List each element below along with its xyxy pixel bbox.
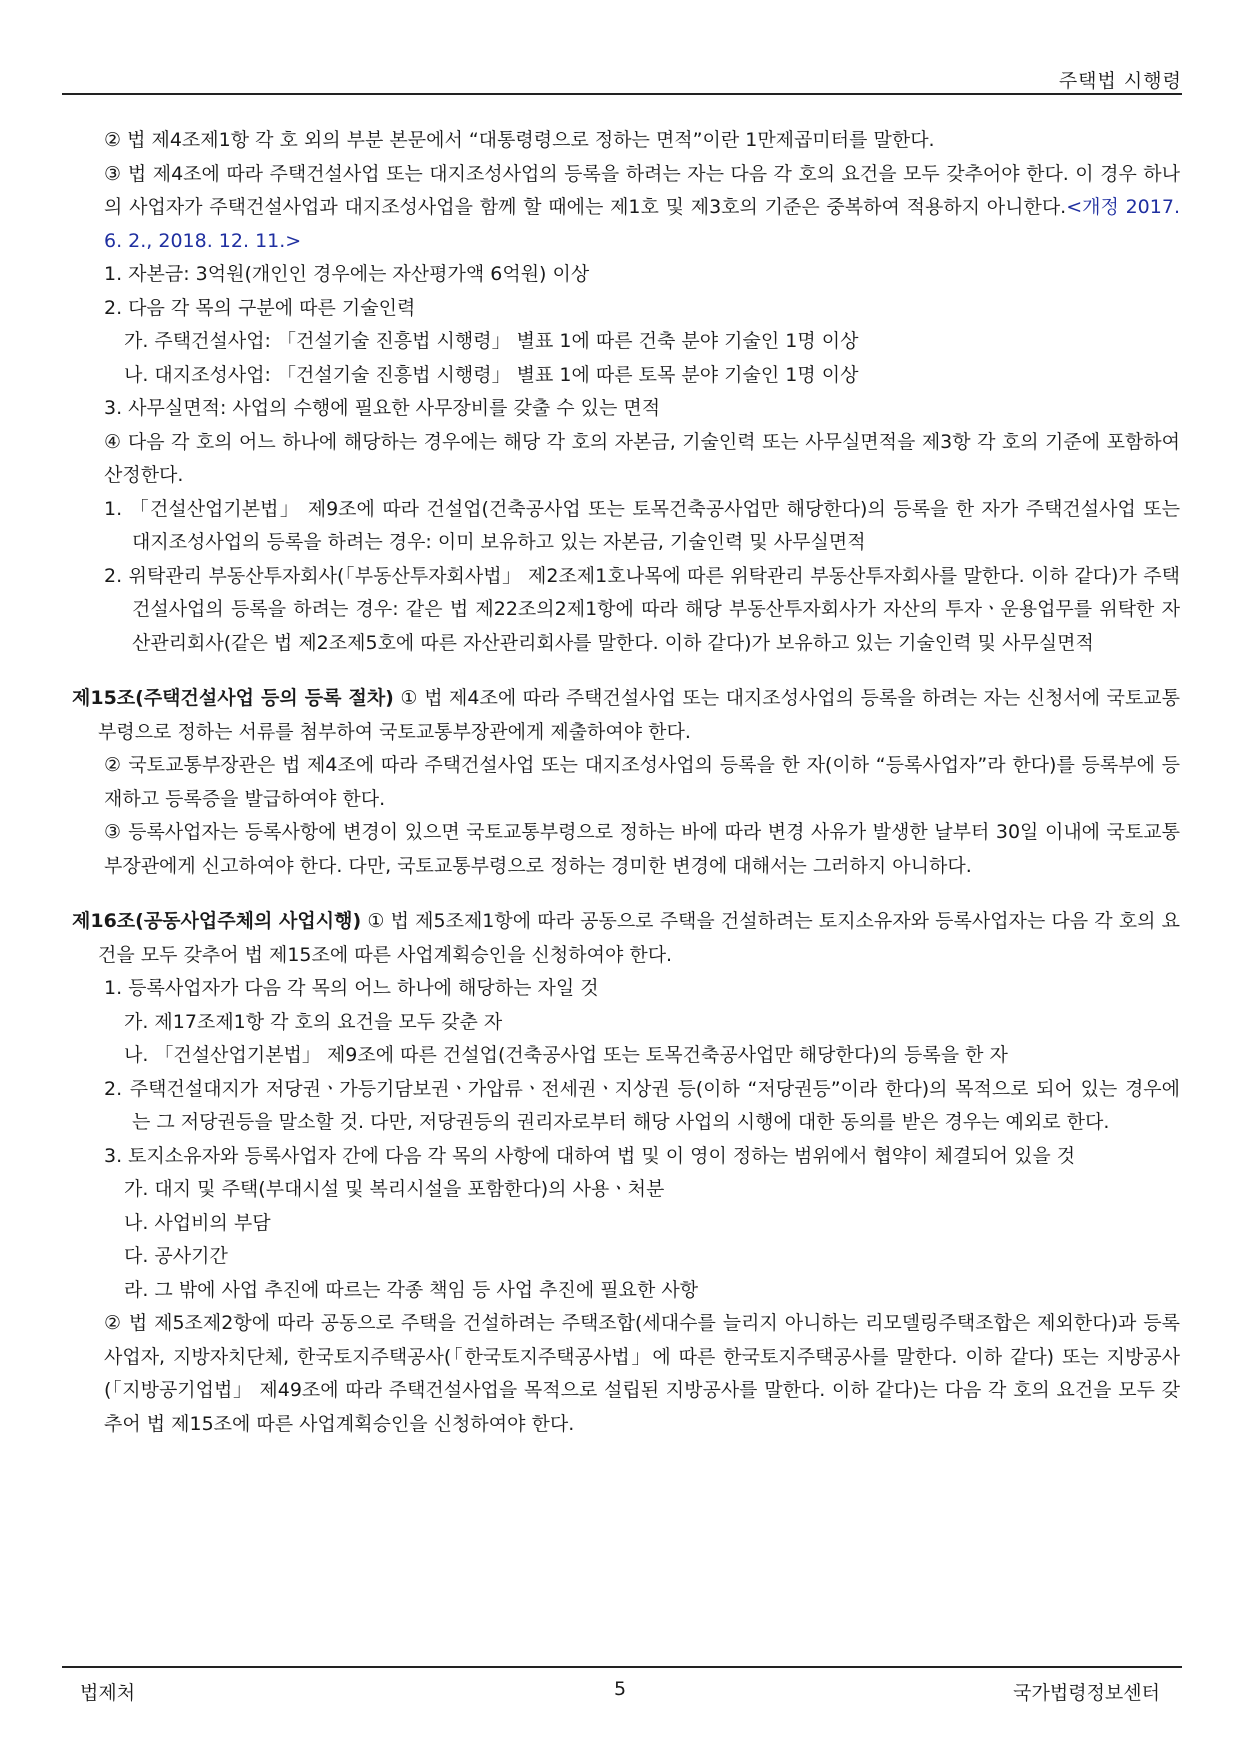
a16-item-3-ra: 라. 그 밖에 사업 추진에 따르는 각종 책임 등 사업 추진에 필요한 사항: [124, 1278, 699, 1301]
header-title: 주택법 시행령: [1058, 70, 1182, 92]
a14-p4-item-1: 1. 「건설산업기본법」 제9조에 따라 건설업(건축공사업 또는 토목건축공사업만 해당한다)의 등록을 한 자가 주택건설사업 또는 대지조성사업의 등록을 하려는 경우: 이미 보유하고 있는 자본금, 기술인력 및 사무실면적: [104, 497, 1180, 553]
a15-paragraph-3: ③ 등록사업자는 등록사항에 변경이 있으면 국토교통부령으로 정하는 바에 따라 변경 사유가 발생한 날부터 30일 이내에 국토교통부장관에게 신고하여야 한다. 다만, 국토교통부령으로 정하는 경미한 변경에 대해서는 그러하지 아니하다.: [104, 821, 1180, 877]
amendment-note[interactable]: <개정 2017. 6. 2., 2018. 12. 11.>: [104, 196, 1180, 252]
a14-paragraph-2: ② 법 제4조제1항 각 호 외의 부분 본문에서 “대통령령으로 정하는 면적”이란 1만제곱미터를 말한다.: [104, 129, 935, 151]
a16-item-3-da: 다. 공사기간: [124, 1245, 228, 1267]
a14-p3-item-1: 1. 자본금: 3억원(개인인 경우에는 자산평가액 6억원) 이상: [104, 263, 590, 285]
article-15: [72, 682, 1180, 749]
article-16-paragraph-1: ① 법 제5조제1항에 따라 공동으로 주택을 건설하려는 토지소유자와 등록사업자는 다음 각 호의 요건을 모두 갖추어 법 제15조에 따른 사업계획승인을 신청하여야 한다.: [98, 910, 1181, 966]
a16-item-1: 1. 등록사업자가 다음 각 목의 어느 하나에 해당하는 자일 것: [104, 977, 599, 999]
page-number: 5: [613, 1678, 627, 1700]
header-rule: [62, 93, 1182, 95]
article-15-paragraph-1: ① 법 제4조에 따라 주택건설사업 또는 대지조성사업의 등록을 하려는 자는 신청서에 국토교통부령으로 정하는 서류를 첨부하여 국토교통부장관에게 제출하여야 한다.: [98, 687, 1181, 743]
footer-publisher: 법제처: [80, 1682, 136, 1704]
a14-p3-item-2: 2. 다음 각 목의 구분에 따른 기술인력: [104, 296, 416, 319]
a16-item-2: 2. 주택건설대지가 저당권ㆍ가등기담보권ㆍ가압류ㆍ전세권ㆍ지상권 등(이하 “저당권등”이라 한다)의 목적으로 되어 있는 경우에는 그 저당권등을 말소할 것. 다만, 저당권등의 권리자로부터 해당 사업의 시행에 대한 동의를 받은 경우는 예외로 한다.: [104, 1077, 1180, 1133]
document-body: [72, 124, 1180, 1441]
a16-item-1-na: 나. 「건설산업기본법」 제9조에 따른 건설업(건축공사업 또는 토목건축공사업만 해당한다)의 등록을 한 자: [124, 1044, 1008, 1066]
a14-paragraph-3-text: ③ 법 제4조에 따라 주택건설사업 또는 대지조성사업의 등록을 하려는 자는 다음 각 호의 요건을 모두 갖추어야 한다. 이 경우 하나의 사업자가 주택건설사업과 대지조성사업을 함께 할 때에는 제1호 및 제3호의 기준은 중복하여 적용하지 아니한다.: [104, 162, 1180, 218]
a14-p3-item-2-ga: 가. 주택건설사업: 「건설기술 진흥법 시행령」 별표 1에 따른 건축 분야 기술인 1명 이상: [124, 330, 859, 352]
a14-p3-item-2-na: 나. 대지조성사업: 「건설기술 진흥법 시행령」 별표 1에 따른 토목 분야 기술인 1명 이상: [124, 363, 859, 386]
a16-item-3-na: 나. 사업비의 부담: [124, 1211, 271, 1234]
article-16-heading: 제16조(공동사업주체의 사업시행): [72, 910, 362, 932]
a16-item-1-ga: 가. 제17조제1항 각 호의 요건을 모두 갖춘 자: [124, 1010, 503, 1033]
a14-paragraph-3: [72, 158, 1180, 259]
a16-paragraph-2: ② 법 제5조제2항에 따라 공동으로 주택을 건설하려는 주택조합(세대수를 늘리지 아니하는 리모델링주택조합은 제외한다)과 등록사업자, 지방자치단체, 한국토지주택공사(「한국토지주택공사법」에 따른 한국토지주택공사를 말한다. 이하 같다) 또는 지방공사(「지방공기업법」 제49조에 따라 주택건설사업을 목적으로 설립된 지방공사를 말한다. 이하 같다)는 다음 각 호의 요건을 모두 갖추어 법 제15조에 따른 사업계획승인을 신청하여야 한다.: [104, 1312, 1180, 1435]
footer-source: 국가법령정보센터: [1013, 1682, 1160, 1704]
footer-rule: [62, 1666, 1182, 1668]
a16-item-3: 3. 토지소유자와 등록사업자 간에 다음 각 목의 사항에 대하여 법 및 이 영이 정하는 범위에서 협약이 체결되어 있을 것: [104, 1144, 1076, 1167]
article-16: [72, 905, 1180, 972]
a15-paragraph-2: ② 국토교통부장관은 법 제4조에 따라 주택건설사업 또는 대지조성사업의 등록을 한 자(이하 “등록사업자”라 한다)를 등록부에 등재하고 등록증을 발급하여야 한다.: [104, 754, 1180, 810]
article-15-heading: 제15조(주택건설사업 등의 등록 절차): [72, 687, 394, 709]
a16-item-3-ga: 가. 대지 및 주택(부대시설 및 복리시설을 포함한다)의 사용ㆍ처분: [124, 1178, 665, 1200]
a14-p3-item-3: 3. 사무실면적: 사업의 수행에 필요한 사무장비를 갖출 수 있는 면적: [104, 397, 661, 419]
a14-p4-item-2: 2. 위탁관리 부동산투자회사(「부동산투자회사법」 제2조제1호나목에 따른 위탁관리 부동산투자회사를 말한다. 이하 같다)가 주택건설사업의 등록을 하려는 경우: 같은 법 제22조의2제1항에 따라 해당 부동산투자회사가 자산의 투자ㆍ운용업무를 위탁한 자산관리회사(같은 법 제2조제5호에 따른 자산관리회사를 말한다. 이하 같다)가 보유하고 있는 기술인력 및 사무실면적: [104, 564, 1180, 654]
a14-paragraph-4: ④ 다음 각 호의 어느 하나에 해당하는 경우에는 해당 각 호의 자본금, 기술인력 또는 사무실면적을 제3항 각 호의 기준에 포함하여 산정한다.: [104, 430, 1180, 486]
